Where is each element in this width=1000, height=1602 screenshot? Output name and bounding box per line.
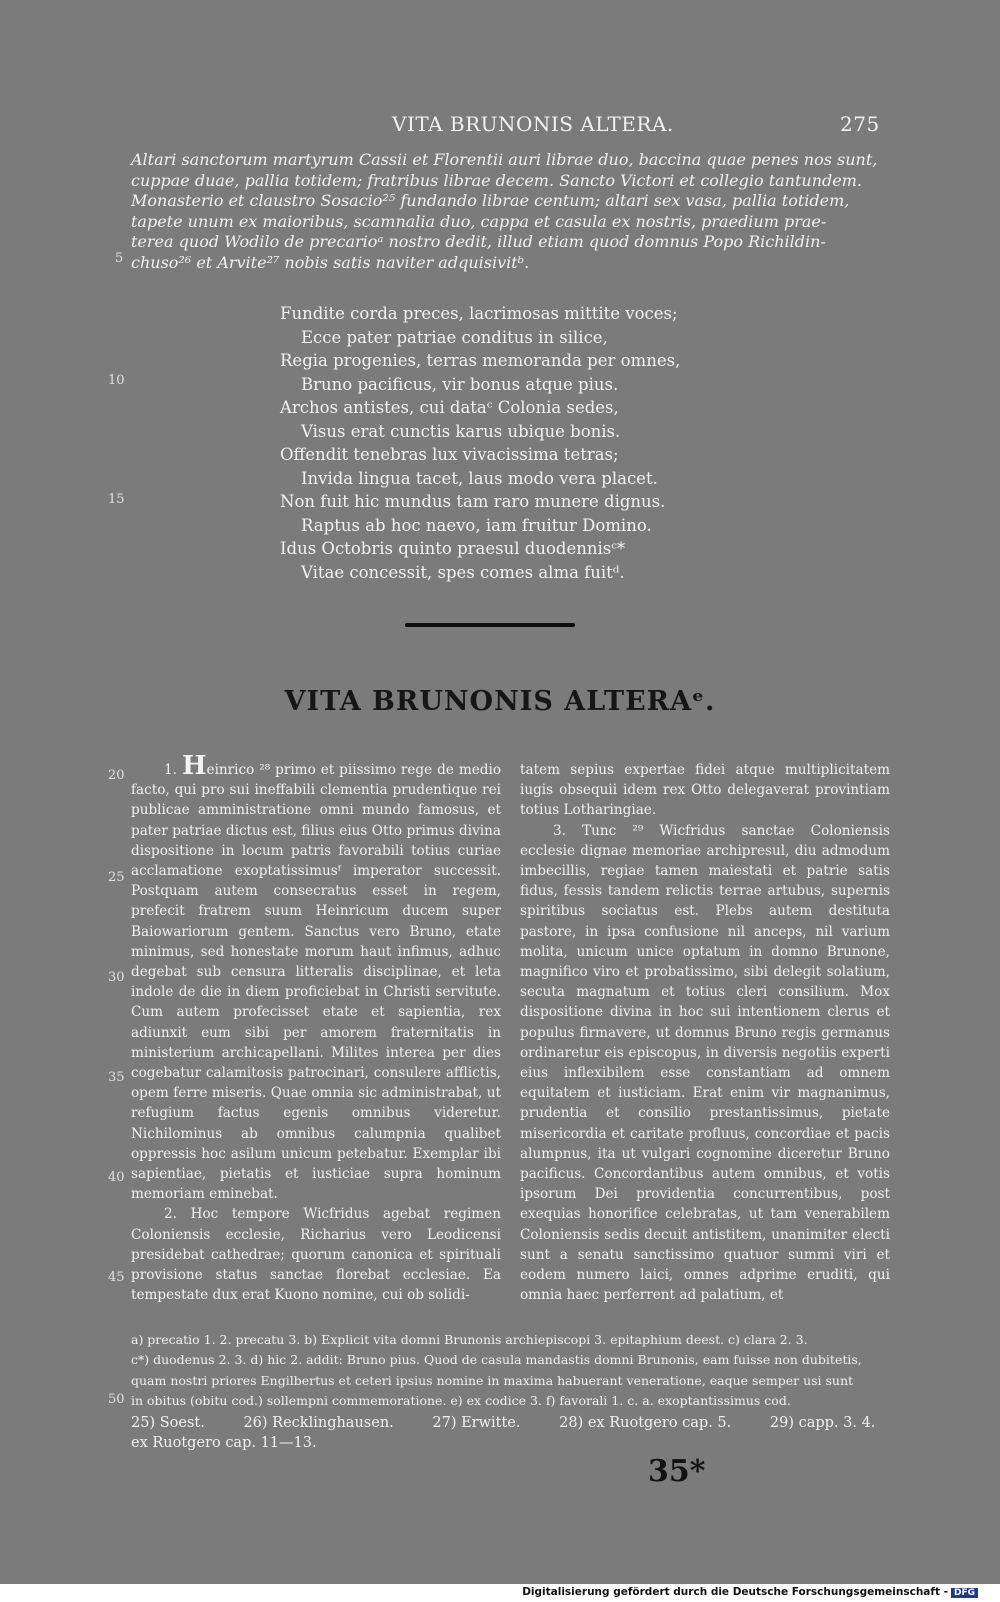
page-number: 275: [840, 112, 880, 136]
section-title: VITA BRUNONIS ALTERAᵉ.: [284, 686, 716, 717]
left-column: [131, 751, 502, 1305]
verse-line: Bruno pacificus, vir bonus atque pius.: [301, 374, 619, 394]
footnote-line: in obitus (obitu cod.) sollempni commemoratione. e) ex codice 3. f) favorali 1. c. a. exoptantissimus cod.: [131, 1392, 791, 1408]
paragraph-text: einrico ²⁸ primo et piissimo rege de medio facto, qui pro sui ineffabili clementia prudentique rei publicae amministratione omni mundo famosus, et pater patriae dictus est, filius eius Otto primus divina dispositione in locum patris favorabili totius curiae acclamatione exoptatissimusᶠ imperator successit. Postquam autem consecratus esset in regem, prefecit fratrem suum Heinricum ducem super Baiowariorum gentem. Sanctus vero Bruno, etate minimus, sed honestate morum haut infimus, adhuc degebat sub censura litteralis disciplinae, et leta indole de die in diem proficiebat in Christi servitute. Cum autem profecisset etate et sapientia, rex adiunxit eum sibi per amorem fraternitatis in ministerium archicapellani. Milites interea per dies cogebatur calamitosis patrocinari, consulere afflictis, opem ferre miseris. Quae omnia sic administrabat, ut refugium factus egenis omnibus videretur. Nichilominus ab omnibus calumpnia qualibet oppressis hoc asilum unicum petebatur. Exemplar ibi sapientiae, pietatis et iusticiae supra hominum memoriam eminebat.: [131, 762, 502, 1203]
verse-line: Idus Octobris quinto praesul duodennisᶜ*: [280, 539, 626, 558]
footnotes: [131, 1330, 893, 1411]
footer-bar: [0, 1584, 1000, 1602]
reference: 27) Erwitte.: [432, 1415, 521, 1431]
paragraph-continuation: tatem sepius expertae fidei atque multiplicitatem iugis obsequii idem rex Otto delegaverat provintiam totius Lotharingiae.: [520, 762, 890, 819]
verse-line: Offendit tenebras lux vivacissima tetras;: [280, 445, 619, 464]
verse-line: Invida lingua tacet, laus modo vera placet.: [301, 468, 658, 488]
prose-line: Altari sanctorum martyrum Cassii et Florentii auri librae duo, baccina quae penes nos sunt,: [131, 150, 878, 169]
dfg-logo: DFG: [951, 1588, 978, 1598]
line-number: 50: [108, 1392, 125, 1407]
line-number: 20: [108, 768, 125, 783]
line-number: 45: [108, 1270, 125, 1285]
footnote-line: a) precatio 1. 2. precatu 3. b) Explicit vita domni Brunonis archiepiscopi 3. epitaphium deest. c) clara 2. 3.: [131, 1332, 808, 1347]
right-column: [520, 760, 890, 1305]
verse-line: Non fuit hic mundus tam raro munere dignus.: [280, 492, 666, 511]
prose-block: [131, 150, 891, 274]
paragraph-1: [131, 751, 502, 1204]
reference: 26) Recklinghausen.: [243, 1415, 394, 1431]
reference: 28) ex Ruotgero cap. 5.: [559, 1415, 732, 1431]
section-divider: [405, 623, 575, 627]
signature-mark: 35*: [648, 1454, 706, 1489]
verse-line: Vitae concessit, spes comes alma fuitᵈ.: [301, 562, 625, 582]
verse-line: Ecce pater patriae conditus in silice,: [301, 327, 608, 347]
running-title: VITA BRUNONIS ALTERA.: [392, 112, 674, 136]
reference: ex Ruotgero cap. 11—13.: [131, 1435, 317, 1451]
prose-line: Monasterio et claustro Sosacio²⁵ fundando librae centum; altari sex vasa, pallia totidem,: [131, 191, 850, 211]
line-number: 30: [108, 970, 125, 985]
verse-line: Fundite corda preces, lacrimosas mittite voces;: [280, 304, 678, 323]
footnote-line: c*) duodenus 2. 3. d) hic 2. addit: Bruno pius. Quod de casula mandastis domni Brunonis, eam fuisse non dubitetis,: [131, 1352, 862, 1368]
paragraph-3: 3. Tunc ²⁹ Wicfridus sanctae Coloniensis ecclesie dignae memoriae archipresul, diu admodum imbecillis, regiae tamen maiestati et patrie satis fidus, fessis tandem relictis terrae artubus, supernis spiritibus sociatus est. Plebs autem destituta pastore, in ipsa confusione nil anceps, nil varium molita, unicum unice optatum in domno Brunone, magnifico viro et probatissimo, sibi delegit solatium, secuta magnatum et totius cleri consilium. Mox dispositione divina in hoc sui intentionem clerus et populus firmavere, ut domnus Bruno regis germanus ordinaretur eis episcopus, in diversis negotiis experti eius inflexibilem esse constantiam ad omnem equitatem et iusticiam. Erat enim vir magnanimus, prudentia et consilio prestantissimus, pietate misericordia et caritate profluus, concordiae et pacis alumpnus, ita ut vulgari cognomine diceretur Bruno pacificus. Concordantibus autem omnibus, et votis ipsorum Dei providentia concurrentibus, post exequias honorifice celebratas, ut tam venerabilem Coloniensis sedis decuit antistitem, unanimiter electi sunt a senatu sanctissimo quatuor summi viri et eodem numero laici, omnes adprime eruditi, qui omnia haec perferrent ad palatium, et: [520, 822, 890, 1304]
line-number: 15: [108, 492, 125, 507]
verse-line: Visus erat cunctis karus ubique bonis.: [301, 421, 621, 441]
verse-line: Raptus ab hoc naevo, iam fruitur Domino.: [301, 515, 652, 535]
prose-line: tapete unum ex maioribus, scamnalia duo, cappa et casula ex nostris, praedium prae-: [131, 211, 827, 231]
verse-line: Regia progenies, terras memoranda per omnes,: [280, 351, 681, 370]
prose-line: cuppae duae, pallia totidem; fratribus librae decem. Sancto Victori et collegio tantundem.: [131, 170, 862, 190]
line-number: 5: [115, 251, 124, 266]
line-number: 25: [108, 870, 125, 885]
source-references: [131, 1413, 893, 1453]
reference: 25) Soest.: [131, 1415, 205, 1431]
footer-credit: Digitalisierung gefördert durch die Deutsche Forschungsgemeinschaft - DFG: [522, 1586, 978, 1598]
line-number: 35: [108, 1070, 125, 1085]
initial-letter: H: [181, 751, 207, 781]
line-number: 40: [108, 1170, 125, 1185]
paragraph-2: 2. Hoc tempore Wicfridus agebat regimen Coloniensis ecclesie, Richarius vero Leodicensi presidebat cathedrae; quorum canonica et spirituali provisione status sanctae florebat ecclesiae. Ea tempestate dux erat Kuono nomine, cui ob solidi-: [131, 1206, 501, 1304]
paragraph-number: 1.: [164, 762, 177, 778]
prose-line: chuso²⁶ et Arvite²⁷ nobis satis naviter adquisivitᵇ.: [131, 252, 530, 272]
line-number: 10: [108, 373, 125, 388]
epitaph-verse: [280, 302, 680, 584]
reference: 29) capp. 3. 4.: [769, 1415, 876, 1431]
prose-line: terea quod Wodilo de precarioᵃ nostro dedit, illud etiam quod domnus Popo Richildin-: [131, 232, 826, 252]
footnote-line: quam nostri priores Engilbertus et ceteri ipsius nomine in maxima habuerant veneratione, eaque semper usi sunt: [131, 1372, 854, 1388]
verse-line: Archos antistes, cui dataᶜ Colonia sedes,: [280, 398, 619, 417]
